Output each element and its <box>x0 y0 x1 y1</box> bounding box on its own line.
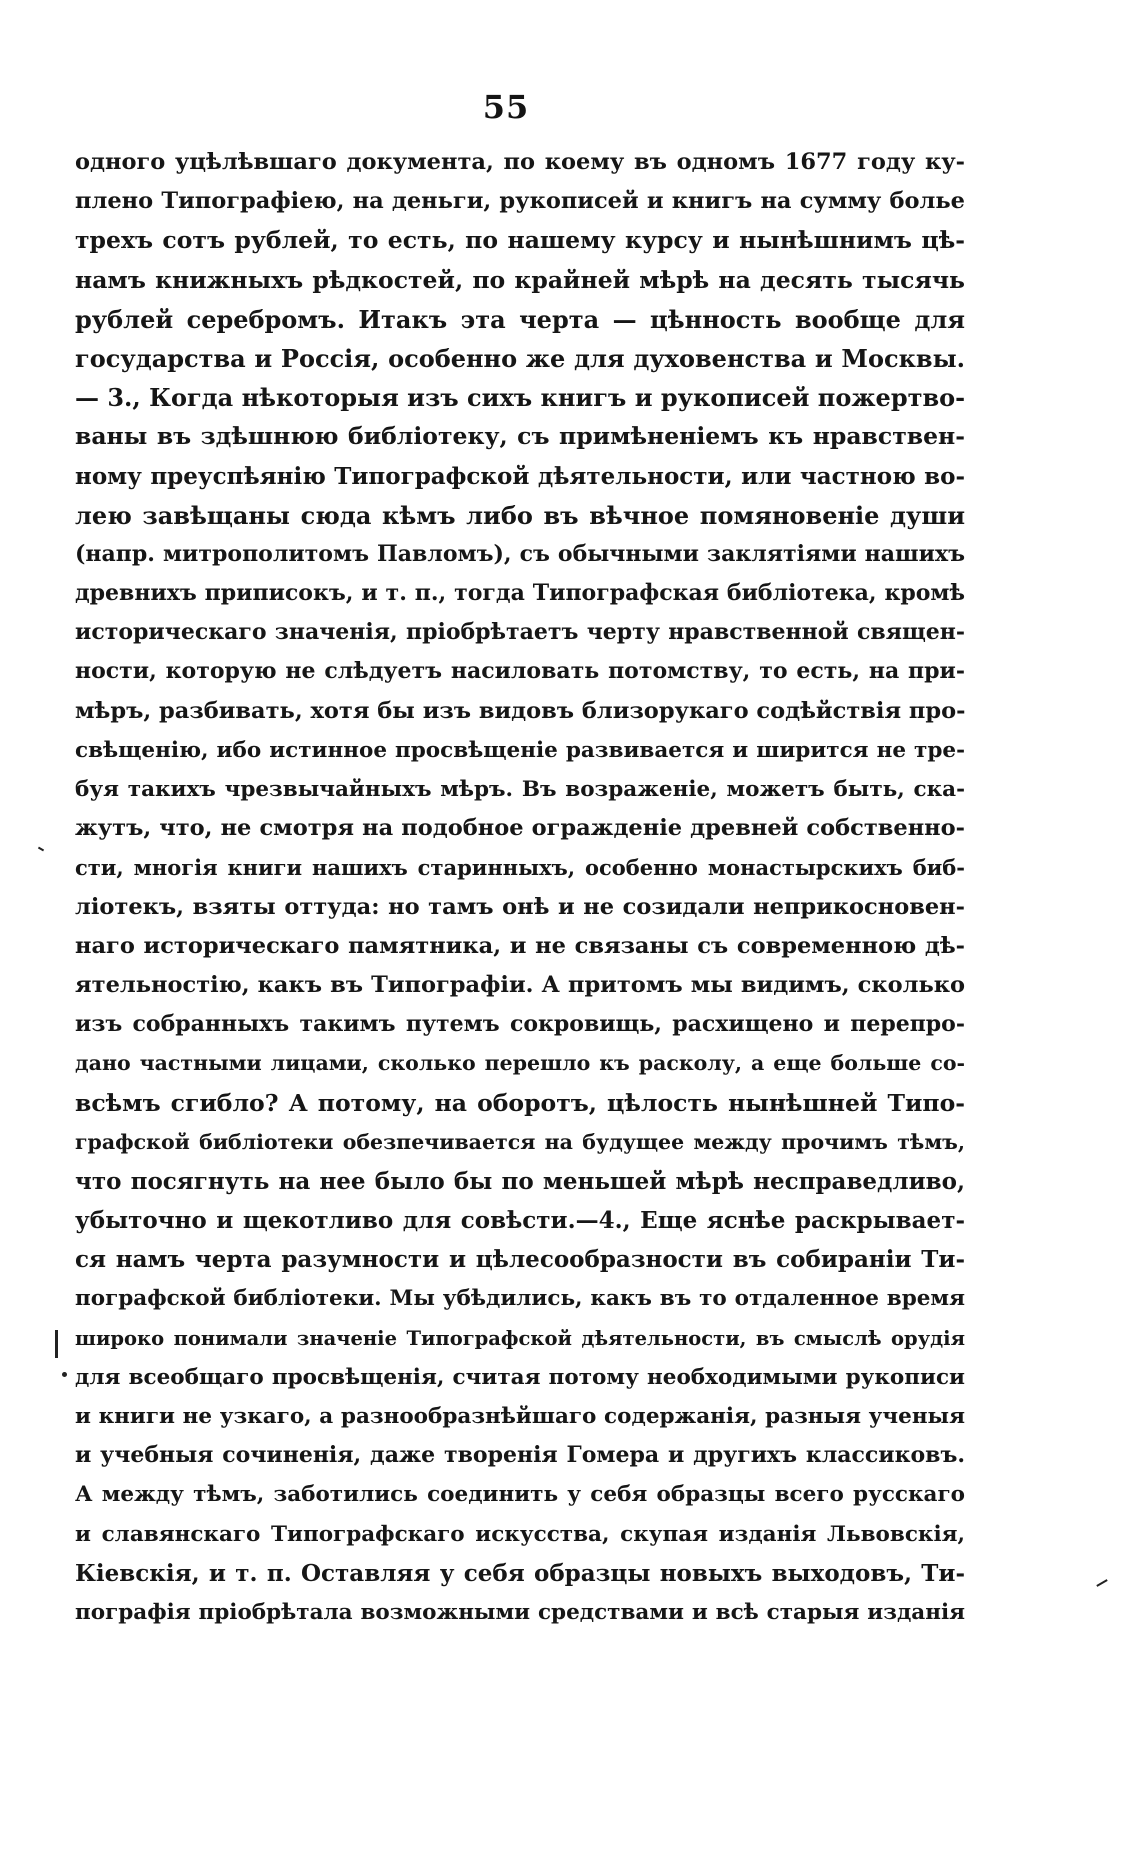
text-line: пографской библіотеки. Мы убѣдились, какъ въ то отдаленное время <box>75 1286 965 1312</box>
text-line: и книги не узкаго, а разнообразнѣйшаго содержанія, разныя ученыя <box>75 1404 965 1429</box>
text-line: наго историческаго памятника, и не связаны съ современною дѣ- <box>75 932 965 959</box>
text-line: что посягнуть на нее было бы по меньшей мѣрѣ несправедливо, <box>75 1167 965 1195</box>
text-line: пографія пріобрѣтала возможными средствами и всѣ старыя изданія <box>75 1599 965 1625</box>
text-line: — 3., Когда нѣкоторыя изъ сихъ книгъ и рукописей пожертво- <box>75 383 965 413</box>
scan-speck <box>38 847 44 852</box>
text-line: ваны въ здѣшнюю библіотеку, съ примѣненіемъ къ нравствен- <box>75 422 965 451</box>
text-line: и славянскаго Типографскаго искусства, скупая изданія Львовскія, <box>75 1521 965 1547</box>
text-line: трехъ сотъ рублей, то есть, по нашему курсу и нынѣшнимъ цѣ- <box>75 226 965 255</box>
text-line: рублей серебромъ. Итакъ эта черта — цѣнность вообще для <box>75 304 965 334</box>
scan-speck <box>1096 1579 1107 1587</box>
text-line: широко понимали значеніе Типографской дѣятельности, въ смыслѣ орудія <box>75 1326 965 1350</box>
text-line: древнихъ приписокъ, и т. п., тогда Типографская библіотека, кромѣ <box>75 580 965 607</box>
text-line: ся намъ черта разумности и цѣлесообразности въ собираніи Ти- <box>75 1246 965 1274</box>
text-line: одного уцѣлѣвшаго документа, по коему въ одномъ 1677 году ку- <box>75 149 965 175</box>
text-line: дано частными лицами, сколько перешло къ расколу, а еще больше со- <box>75 1051 965 1076</box>
text-line: изъ собранныхъ такимъ путемъ сокровищь, расхищено и перепро- <box>75 1011 965 1038</box>
text-line: убыточно и щекотливо для совѣсти.—4., Еще яснѣе раскрывает- <box>75 1207 965 1235</box>
text-line: и учебныя сочиненія, даже творенія Гомера и другихъ классиковъ. <box>75 1442 965 1469</box>
text-line: мѣръ, разбивать, хотя бы изъ видовъ близорукаго содѣйствія про- <box>75 697 965 724</box>
text-line: (напр. митрополитомъ Павломъ), съ обычными заклятіями нашихъ <box>75 540 965 567</box>
text-line: графской библіотеки обезпечивается на будущее между прочимъ тѣмъ, <box>75 1129 965 1154</box>
text-line: всѣмъ сгибло? А потому, на оборотъ, цѣлость нынѣшней Типо- <box>75 1088 965 1117</box>
text-line: жутъ, что, не смотря на подобное огражденіе древней собственно- <box>75 815 965 842</box>
text-line: государства и Россія, особенно же для духовенства и Москвы. <box>75 343 965 373</box>
text-line: лею завѣщаны сюда кѣмъ либо въ вѣчное помяновеніе души <box>75 500 965 530</box>
text-line: ности, которую не слѣдуетъ насиловать потомству, то есть, на при- <box>75 658 965 685</box>
text-line: для всеобщаго просвѣщенія, считая потому необходимыми рукописи <box>75 1364 965 1390</box>
text-line: ному преуспѣянію Типографской дѣятельности, или частною во- <box>75 462 965 490</box>
scan-speck <box>55 1330 58 1358</box>
text-line: А между тѣмъ, заботились соединить у себя образцы всего русскаго <box>75 1482 965 1508</box>
text-line: буя такихъ чрезвычайныхъ мѣръ. Въ возраженіе, можетъ быть, ска- <box>75 777 965 802</box>
text-line: сти, многія книги нашихъ старинныхъ, особенно монастырскихъ биб- <box>75 855 965 881</box>
text-line: ятельностію, какъ въ Типографіи. А притомъ мы видимъ, сколько <box>75 971 965 998</box>
text-line: историческаго значенія, пріобрѣтаетъ черту нравственной священ- <box>75 619 965 646</box>
scan-speck <box>62 1372 67 1377</box>
text-line: намъ книжныхъ рѣдкостей, по крайней мѣрѣ на десять тысячь <box>75 265 965 294</box>
body-text <box>75 143 965 1632</box>
text-line: свѣщенію, ибо истинное просвѣщеніе развивается и ширится не тре- <box>75 737 965 763</box>
text-line: ліотекъ, взяты оттуда: но тамъ онѣ и не созидали неприкосновен- <box>75 893 965 920</box>
text-line: Кіевскія, и т. п. Оставляя у себя образцы новыхъ выходовъ, Ти- <box>75 1559 965 1587</box>
text-line: плено Типографіею, на деньги, рукописей и книгъ на сумму болье <box>75 188 965 215</box>
page-number: 55 <box>482 88 530 126</box>
